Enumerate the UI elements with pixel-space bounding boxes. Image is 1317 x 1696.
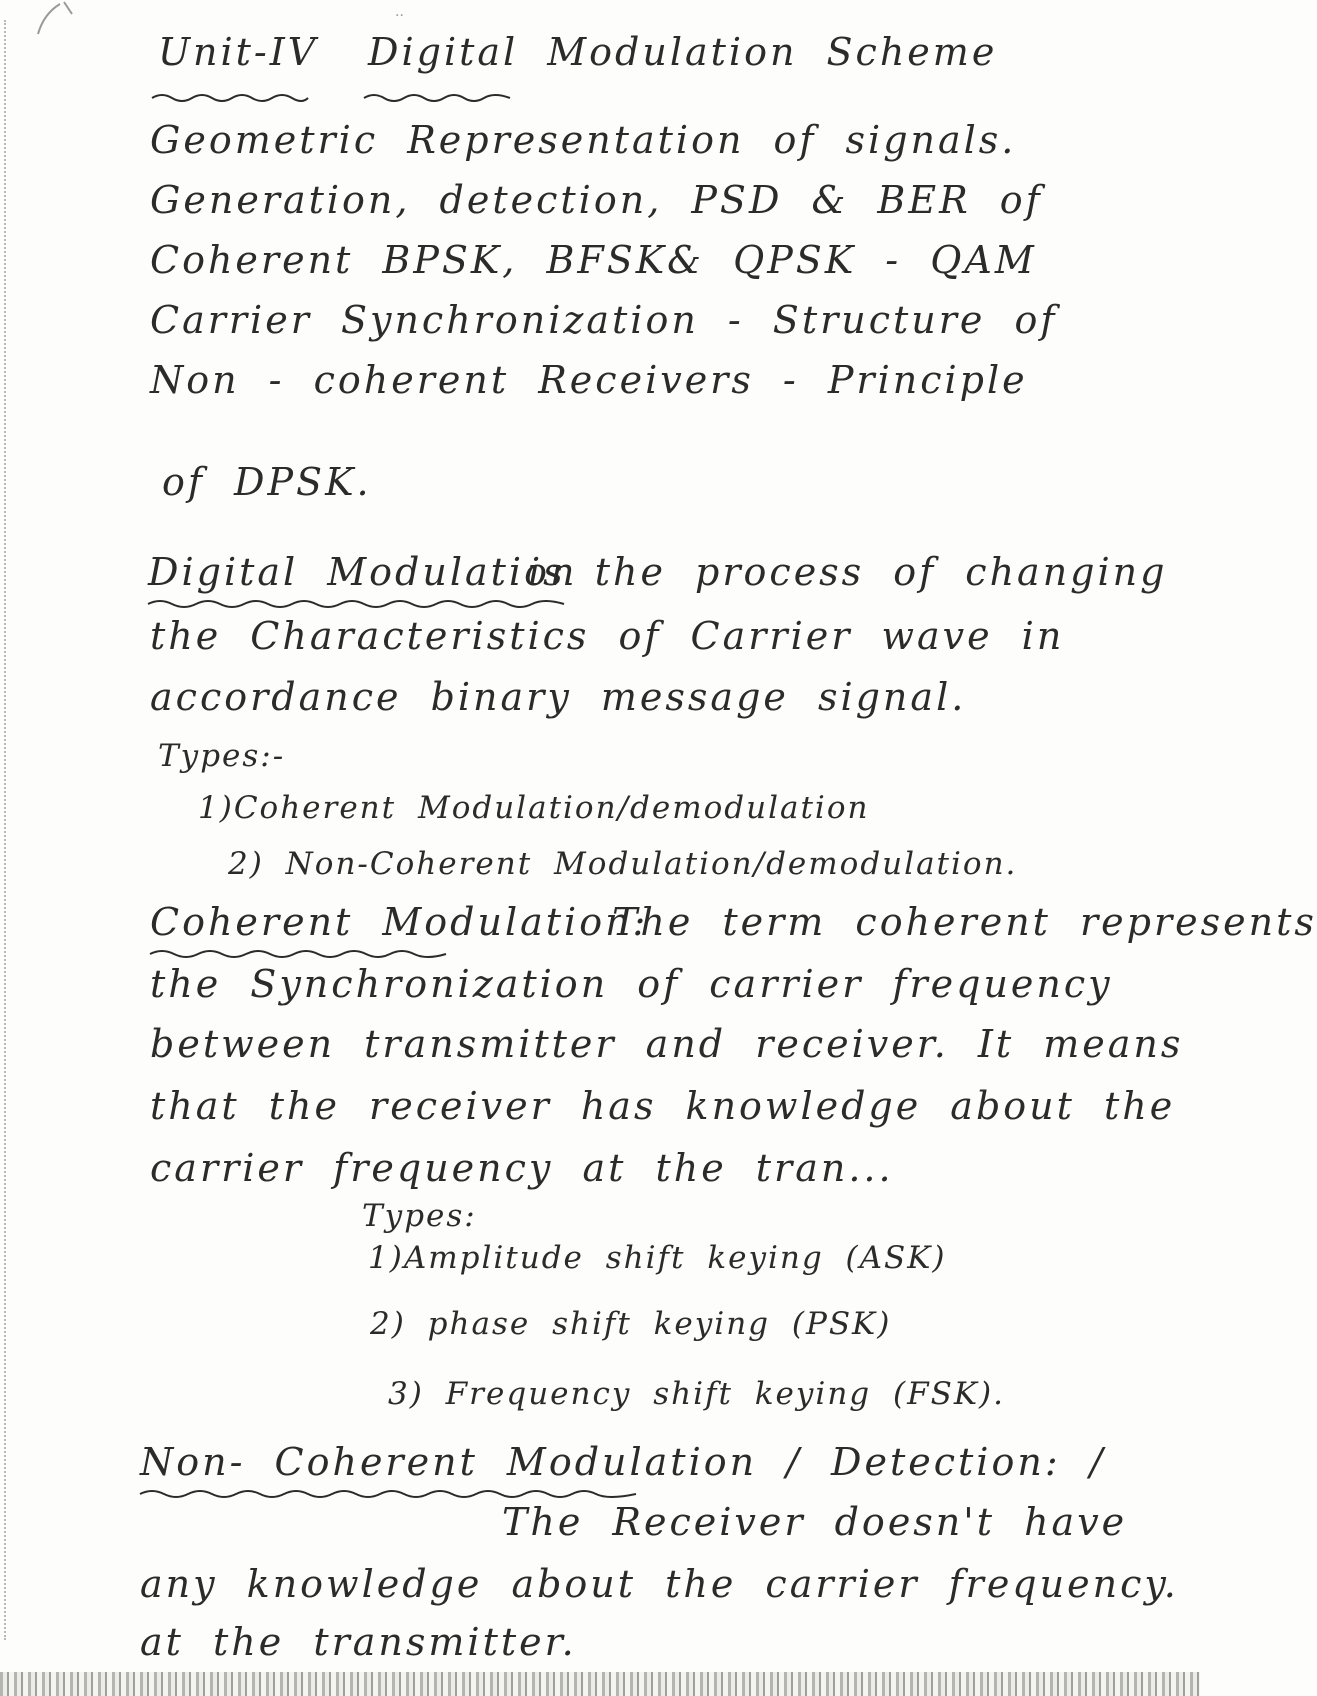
syllabus-line: Geometric Representation of signals.	[150, 118, 1017, 162]
coherent-types-item: 3) Frequency shift keying (FSK).	[388, 1376, 1005, 1412]
syllabus-line: Non - coherent Receivers - Principle	[150, 358, 1028, 402]
coherent-text: between transmitter and receiver. It means	[150, 1022, 1184, 1066]
noncoherent-text: at the transmitter.	[140, 1620, 577, 1664]
types-item: 1)Coherent Modulation/demodulation	[198, 790, 870, 826]
coherent-text: the Synchronization of carrier frequency	[150, 962, 1113, 1006]
coherent-text: carrier frequency at the tran...	[150, 1146, 894, 1190]
coherent-term: Coherent Modulation:	[150, 900, 649, 944]
definition-underline	[146, 598, 566, 610]
types-item: 2) Non-Coherent Modulation/demodulation.	[228, 846, 1018, 882]
definition-text: accordance binary message signal.	[150, 675, 967, 719]
page-margin-line	[4, 20, 8, 1640]
coherent-text: The term coherent represents	[612, 900, 1317, 944]
coherent-types-item: 1)Amplitude shift keying (ASK)	[368, 1240, 947, 1276]
noncoherent-term: Non- Coherent Modulation / Detection: /	[140, 1440, 1106, 1484]
scan-edge-strip	[0, 1672, 1200, 1696]
corner-pencil-mark	[20, 0, 80, 60]
syllabus-line: Coherent BPSK, BFSK& QPSK - QAM	[150, 238, 1037, 282]
heading-title-underline	[362, 92, 512, 104]
noncoherent-text: any knowledge about the carrier frequency.	[140, 1562, 1179, 1606]
coherent-text: that the receiver has knowledge about the	[150, 1084, 1176, 1128]
syllabus-line: Generation, detection, PSD & BER of	[150, 178, 1043, 222]
coherent-underline	[148, 948, 448, 960]
heading-unit: Unit-IV	[158, 30, 319, 74]
scan-speck: ··	[395, 8, 404, 24]
noncoherent-underline	[138, 1488, 638, 1500]
noncoherent-text: The Receiver doesn't have	[502, 1500, 1128, 1544]
syllabus-line: of DPSK.	[162, 460, 372, 504]
coherent-types-item: 2) phase shift keying (PSK)	[370, 1306, 892, 1342]
definition-term: Digital Modulation	[148, 550, 578, 594]
definition-text: the Characteristics of Carrier wave in	[150, 614, 1065, 658]
definition-text: is the process of changing	[528, 550, 1168, 594]
coherent-types-heading: Types:	[362, 1198, 477, 1234]
heading-underline	[150, 92, 310, 104]
syllabus-line: Carrier Synchronization - Structure of	[150, 298, 1058, 342]
heading-title: Digital Modulation Scheme	[368, 30, 998, 74]
types-heading: Types:-	[158, 738, 286, 774]
